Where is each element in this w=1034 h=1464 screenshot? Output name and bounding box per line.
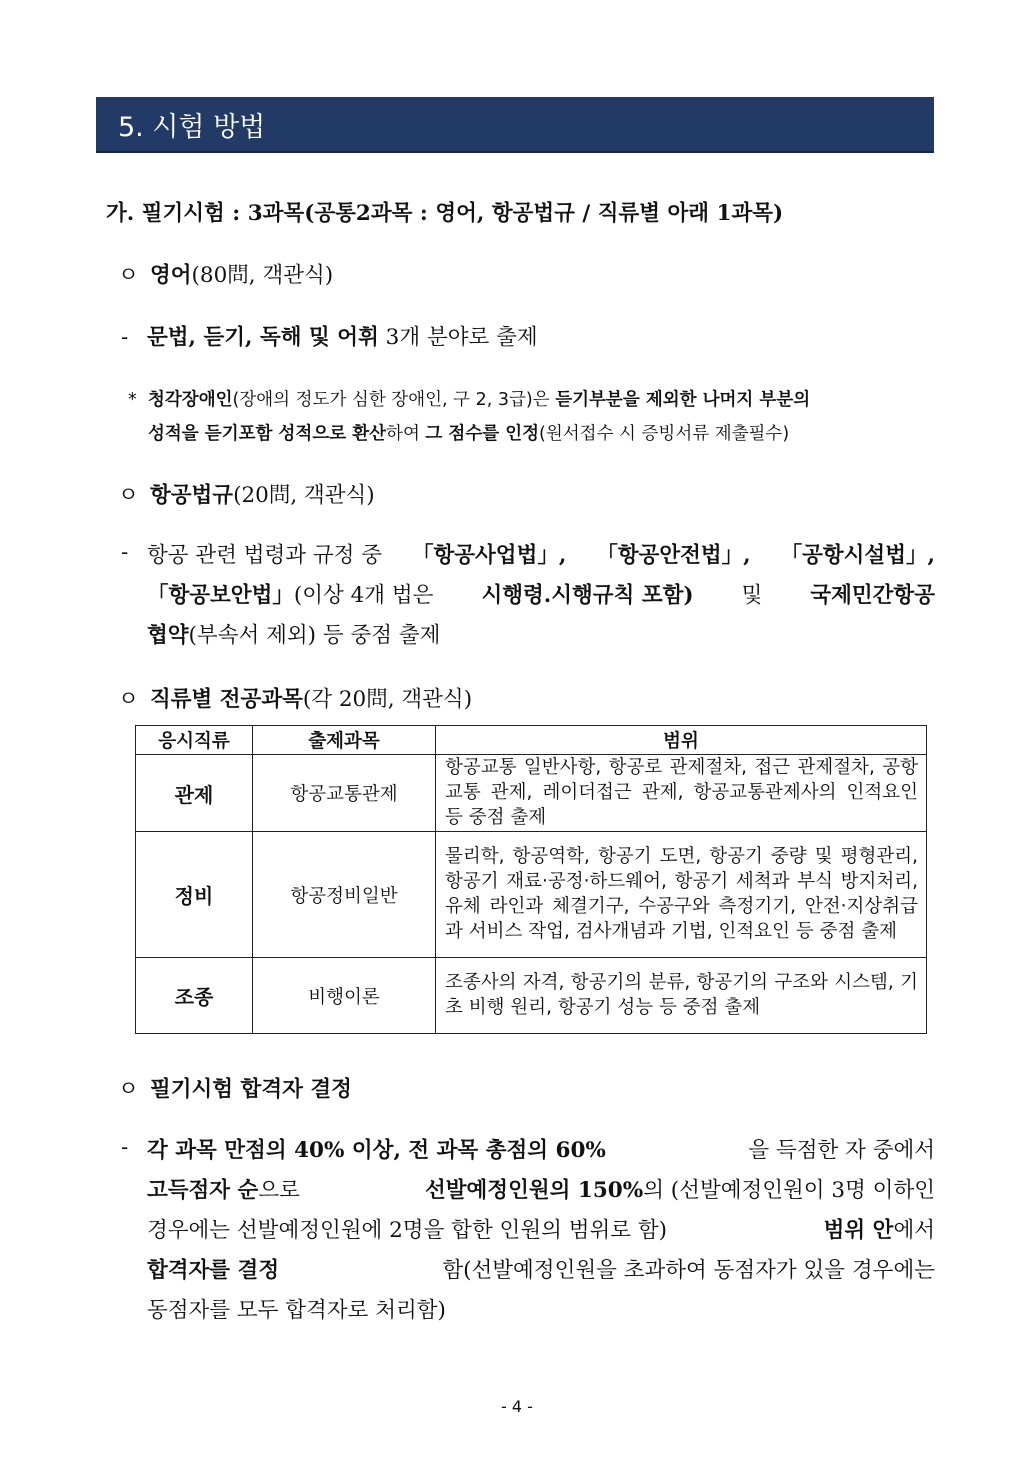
bullet-icon: ㅇ [118,483,139,508]
pass-text: 을 득점한 자 중에서 [748,1137,935,1163]
law-detail: (20問, 객관식) [233,483,375,508]
pass-text: 에서 [893,1217,935,1243]
english-detail: (80問, 객관식) [191,263,334,288]
pass-text: 으로 [258,1177,300,1203]
law-bold: 협약 [147,622,189,648]
table-header: 출제과목 [253,726,436,755]
law-title: 「항공보안법」 [147,582,294,608]
bullet-icon: ㅇ [118,687,139,712]
job-cell: 관제 [136,755,253,832]
pass-text: 경우에는 선발예정인원에 2명을 합한 인원의 범위로 함) [147,1217,667,1243]
hearing-note-line1 [128,386,810,411]
major-detail: (각 20問, 객관식) [302,687,473,712]
note-bold: 청각장애인 [148,390,233,410]
pass-text: 의 (선발예정인원이 3명 이하인 [643,1177,935,1203]
pass-text: 함(선발예정인원을 초과하여 동점자가 있을 경우에는 [442,1257,935,1283]
scope-cell: 물리학, 항공역학, 항공기 도면, 항공기 중량 및 평형관리, 항공기 재료·공정·하드웨어, 항공기 세척과 부식 방지처리, 유체 라인과 체결기구, 수공구와 측정기기, 안전·지상취급과 서비스 작업, 검사개념과 기법, 인적요인 등 중점 출제 [436,832,927,958]
bullet-icon: ㅇ [118,1077,139,1102]
law-bold: 시행령.시행규칙 포함) [481,582,694,608]
law-item [118,478,375,509]
english-desc [121,320,538,351]
note-text: 하여 [386,424,426,444]
pass-name: 필기시험 합격자 결정 [150,1077,352,1102]
law-text: (부속서 제외) 등 중점 출제 [188,622,441,648]
scope-cell: 항공교통 일반사항, 항공로 관제절차, 접근 관제절차, 공항교통 관제, 레이더접근 관제, 항공교통관제사의 인적요인 등 중점 출제 [436,755,927,832]
table-header-row [136,726,927,755]
note-bold: 그 점수를 인정 [425,424,540,444]
subject-cell: 비행이론 [253,958,436,1034]
english-areas: 문법, 듣기, 독해 및 어휘 [147,325,379,350]
note-bold: 성적을 듣기포함 성적으로 환산 [148,424,387,444]
dash-icon: - [121,540,129,565]
pass-bold: 고득점자 순 [147,1177,259,1203]
table-header: 응시직류 [136,726,253,755]
subject-cell: 항공교통관제 [253,755,436,832]
subject-cell: 항공정비일반 [253,832,436,958]
dash-icon: - [121,1135,129,1160]
written-exam-heading: 가. 필기시험 : 3과목(공통2과목 : 영어, 항공법규 / 직류별 아래 1과목) [106,201,784,226]
law-text: 및 [741,582,763,608]
table-row [136,755,927,832]
section-header [96,97,934,153]
law-text: (이상 4개 법은 [293,582,434,608]
dash-icon: - [121,325,129,350]
pass-bold: 선발예정인원의 150% [425,1177,644,1203]
section-title: 5. 시험 방법 [118,111,266,143]
major-item [118,682,472,713]
note-bold: 듣기부분을 제외한 나머지 부분의 [555,390,811,410]
table-header: 범위 [436,726,927,755]
page-number: - 4 - [501,1397,533,1416]
job-cell: 정비 [136,832,253,958]
pass-text: 동점자를 모두 합격자로 처리함) [147,1297,446,1323]
law-bold: 국제민간항공 [810,582,935,608]
major-name: 직류별 전공과목 [150,687,303,712]
english-areas-rest: 3개 분야로 출제 [378,325,538,350]
dash-icon-pass [121,1135,128,1160]
hearing-note-line2 [148,420,789,445]
pass-item [118,1072,352,1103]
scope-cell: 조종사의 자격, 항공기의 분류, 항공기의 구조와 시스템, 기초 비행 원리, 항공기 성능 등 중점 출제 [436,958,927,1034]
table-row [136,958,927,1034]
table-row [136,832,927,958]
note-text: (장애의 정도가 심한 장애인, 구 2, 3급)은 [232,390,556,410]
pass-bold: 합격자를 결정 [147,1257,280,1283]
pass-bold: 각 과목 만점의 40% 이상, 전 과목 총점의 60% [147,1137,606,1163]
bullet-icon: ㅇ [118,263,139,288]
law-desc [147,533,935,653]
note-text: (원서접수 시 증빙서류 제출필수) [539,424,790,444]
english-item [118,258,333,289]
pass-desc [147,1128,935,1328]
english-name: 영어 [150,263,192,288]
subject-table [135,725,927,1034]
law-name: 항공법규 [150,483,234,508]
job-cell: 조종 [136,958,253,1034]
law-title: 「항공사업법」, [412,542,567,568]
pass-bold: 범위 안 [823,1217,894,1243]
asterisk-icon: * [128,390,137,410]
law-title: 「공항시설법」, [780,542,935,568]
dash-icon-law [121,540,128,565]
law-title: 「항공안전법」, [596,542,751,568]
law-text: 항공 관련 법령과 규정 중 [147,542,383,568]
